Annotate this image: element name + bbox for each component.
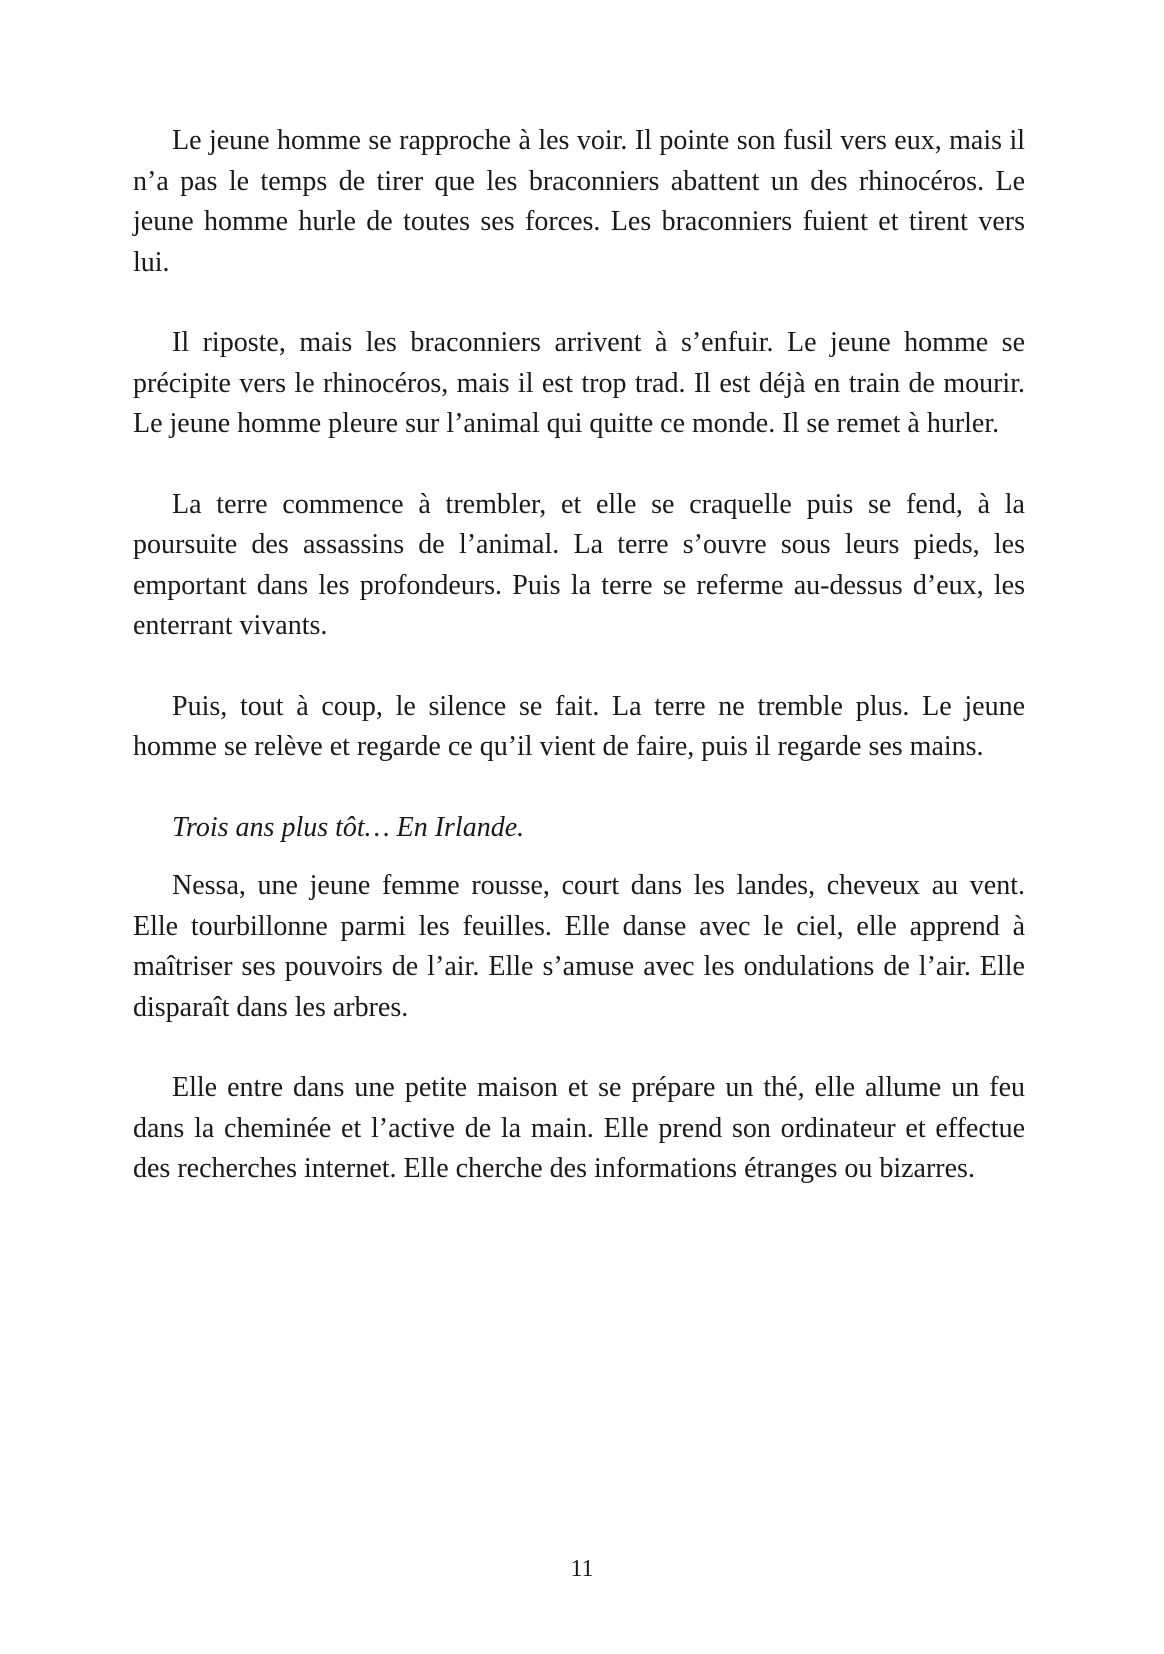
paragraph-4: Puis, tout à coup, le silence se fait. La terre ne tremble plus. Le jeune homme se relève et regarde ce qu’il vient de faire, puis il regarde ses mains.	[133, 690, 1025, 762]
paragraph-1: Le jeune homme se rapproche à les voir. Il pointe son fusil vers eux, mais il n’a pas le temps de tirer que les braconniers abattent un des rhinocéros. Le jeune homme hurle de toutes ses forces. Les braconniers fuient et tirent vers lui.	[133, 125, 1025, 278]
page-number: 11	[570, 1556, 594, 1582]
paragraph-5: Nessa, une jeune femme rousse, court dans les landes, cheveux au vent. Elle tourbillonne parmi les feuilles. Elle danse avec le ciel, elle apprend à maîtriser ses pouvoirs de l’air. Elle s’amuse avec les ondulations de l’air. Elle disparaît dans les arbres.	[133, 870, 1025, 1023]
scene-heading: Trois ans plus tôt… En Irlande.	[172, 811, 525, 843]
paragraph-2: Il riposte, mais les braconniers arrivent à s’enfuir. Le jeune homme se précipite vers le rhinocéros, mais il est trop trad. Il est déjà en train de mourir. Le jeune homme pleure sur l’animal qui quitte ce monde. Il se remet à hurler.	[133, 327, 1025, 439]
paragraph-3: La terre commence à trembler, et elle se craquelle puis se fend, à la poursuite des assassins de l’animal. La terre s’ouvre sous leurs pieds, les emportant dans les profondeurs. Puis la terre se referme au-dessus d’eux, les enterrant vivants.	[133, 488, 1025, 641]
page-body	[133, 121, 1025, 1230]
paragraph-6: Elle entre dans une petite maison et se prépare un thé, elle allume un feu dans la cheminée et l’active de la main. Elle prend son ordinateur et effectue des recherches internet. Elle cherche des informations étranges ou bizarres.	[133, 1072, 1025, 1184]
